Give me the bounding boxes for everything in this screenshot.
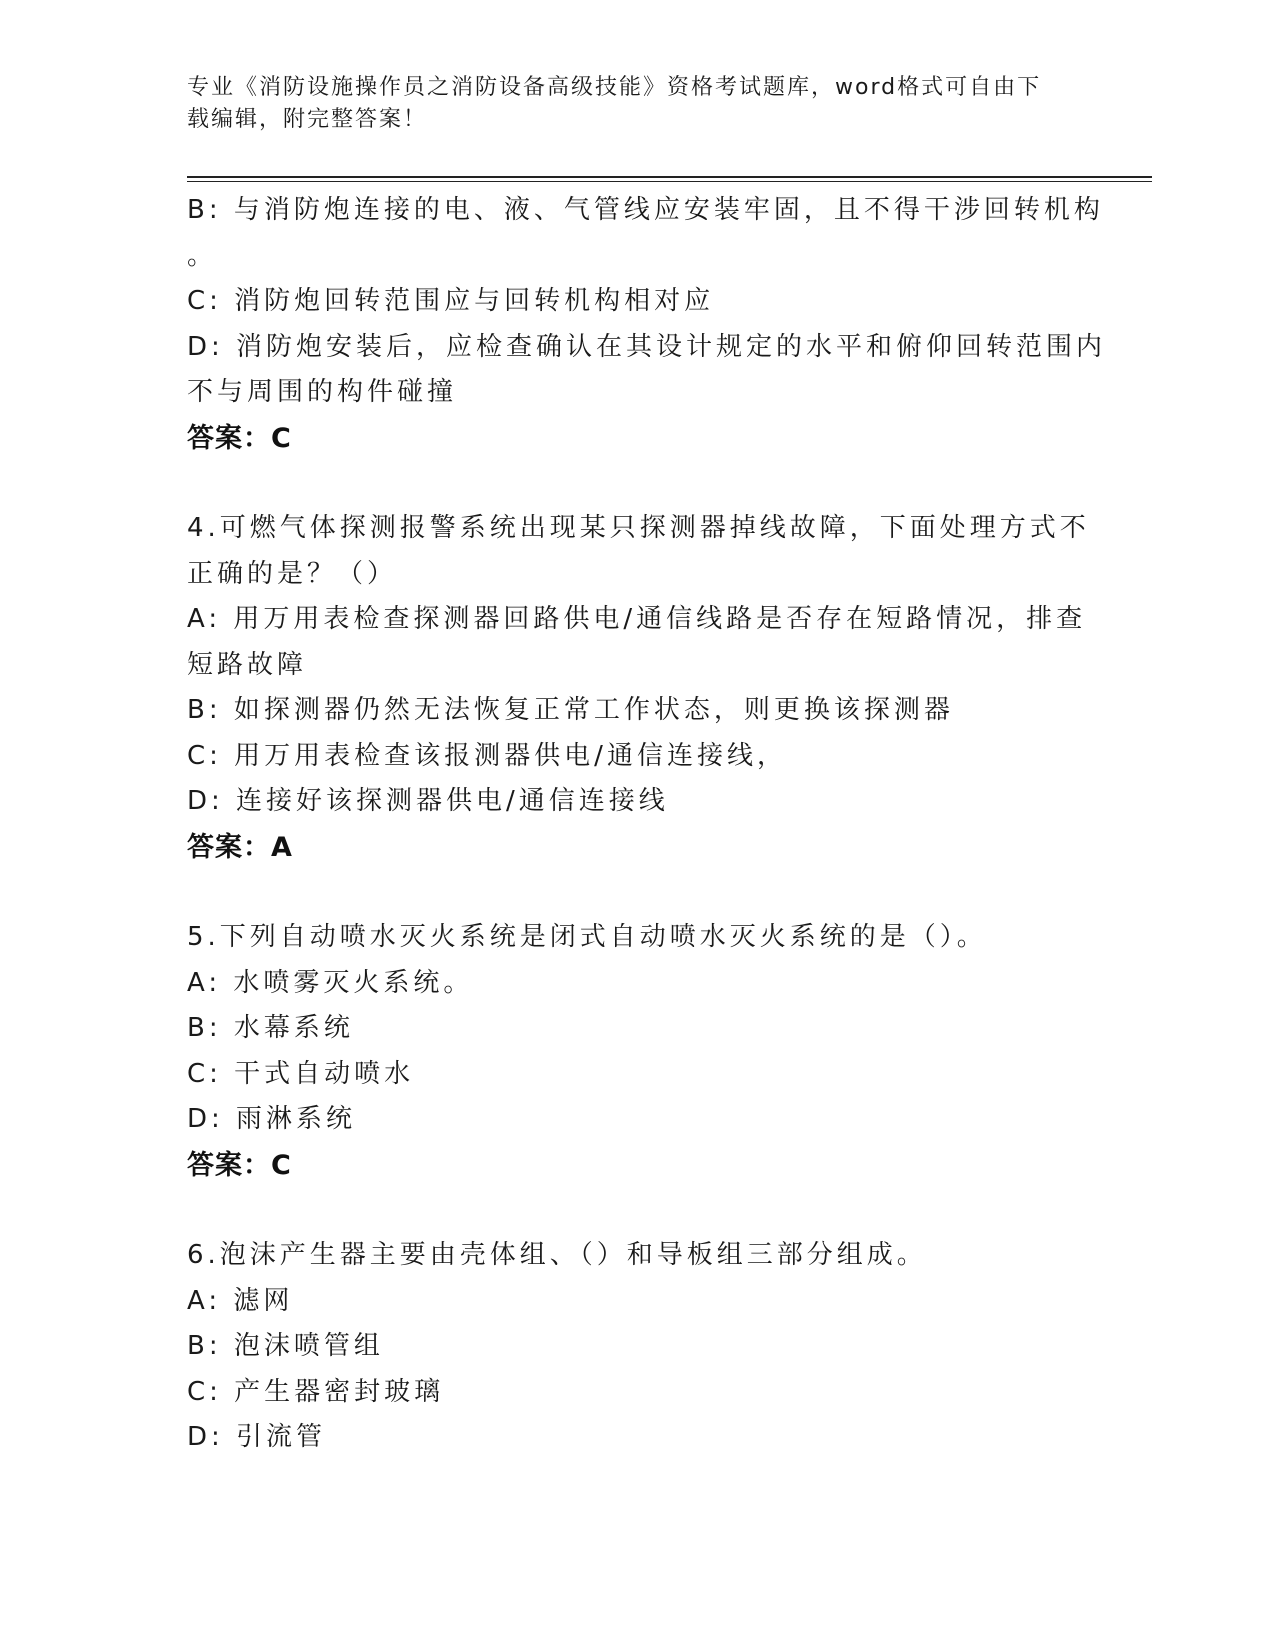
option-b: B: 泡沫喷管组 — [187, 1331, 384, 1361]
question-stem-continued: 正确的是？（） — [187, 558, 398, 589]
spacer — [187, 1188, 1077, 1233]
spacer — [187, 870, 1077, 915]
question-stem: 4.可燃气体探测报警系统出现某只探测器掉线故障，下面处理方式不 — [187, 513, 1090, 543]
option-b-continued: 。 — [187, 240, 218, 271]
question-stem: 5.下列自动喷水灭火系统是闭式自动喷水灭火系统的是（）。 — [187, 922, 987, 952]
option-d-continued: 不与周围的构件碰撞 — [187, 377, 458, 407]
spacer — [187, 461, 1077, 506]
option-d: D: 连接好该探测器供电/通信连接线 — [187, 786, 669, 816]
question-6 — [187, 1233, 1077, 1461]
page-header — [187, 72, 1067, 136]
question-3-tail — [187, 188, 1107, 461]
option-b: B: 水幕系统 — [187, 1013, 354, 1043]
question-4 — [187, 506, 1090, 870]
header-line-2: 载编辑，附完整答案！ — [187, 107, 428, 132]
option-a: A: 用万用表检查探测器回路供电/通信线路是否存在短路情况，排查 — [187, 604, 1087, 634]
option-d: D: 引流管 — [187, 1422, 327, 1452]
option-c: C: 干式自动喷水 — [187, 1058, 415, 1089]
option-c: C: 消防炮回转范围应与回转机构相对应 — [187, 286, 715, 316]
option-c: C: 用万用表检查该报测器供电/通信连接线， — [187, 740, 787, 771]
question-content — [187, 188, 1107, 1461]
header-rule-thin — [187, 181, 1152, 182]
option-d: D: 雨淋系统 — [187, 1104, 357, 1134]
answer: 答案：A — [187, 831, 293, 863]
option-d: D: 消防炮安装后，应检查确认在其设计规定的水平和俯仰回转范围内 — [187, 331, 1107, 362]
header-line-1: 专业《消防设施操作员之消防设备高级技能》资格考试题库，word格式可自由下 — [187, 75, 1042, 100]
option-a: A: 滤网 — [187, 1285, 294, 1316]
answer: 答案：C — [187, 1149, 292, 1181]
answer: 答案：C — [187, 422, 292, 454]
option-c: C: 产生器密封玻璃 — [187, 1376, 445, 1407]
option-a-continued: 短路故障 — [187, 649, 308, 680]
option-b: B: 如探测器仍然无法恢复正常工作状态，则更换该探测器 — [187, 695, 954, 725]
question-5 — [187, 915, 1077, 1188]
option-b: B: 与消防炮连接的电、液、气管线应安装牢固，且不得干涉回转机构 — [187, 195, 1104, 225]
header-rule-thick — [187, 176, 1152, 178]
option-a: A: 水喷雾灭火系统。 — [187, 967, 474, 998]
question-stem: 6.泡沫产生器主要由壳体组、（）和导板组三部分组成。 — [187, 1240, 927, 1270]
